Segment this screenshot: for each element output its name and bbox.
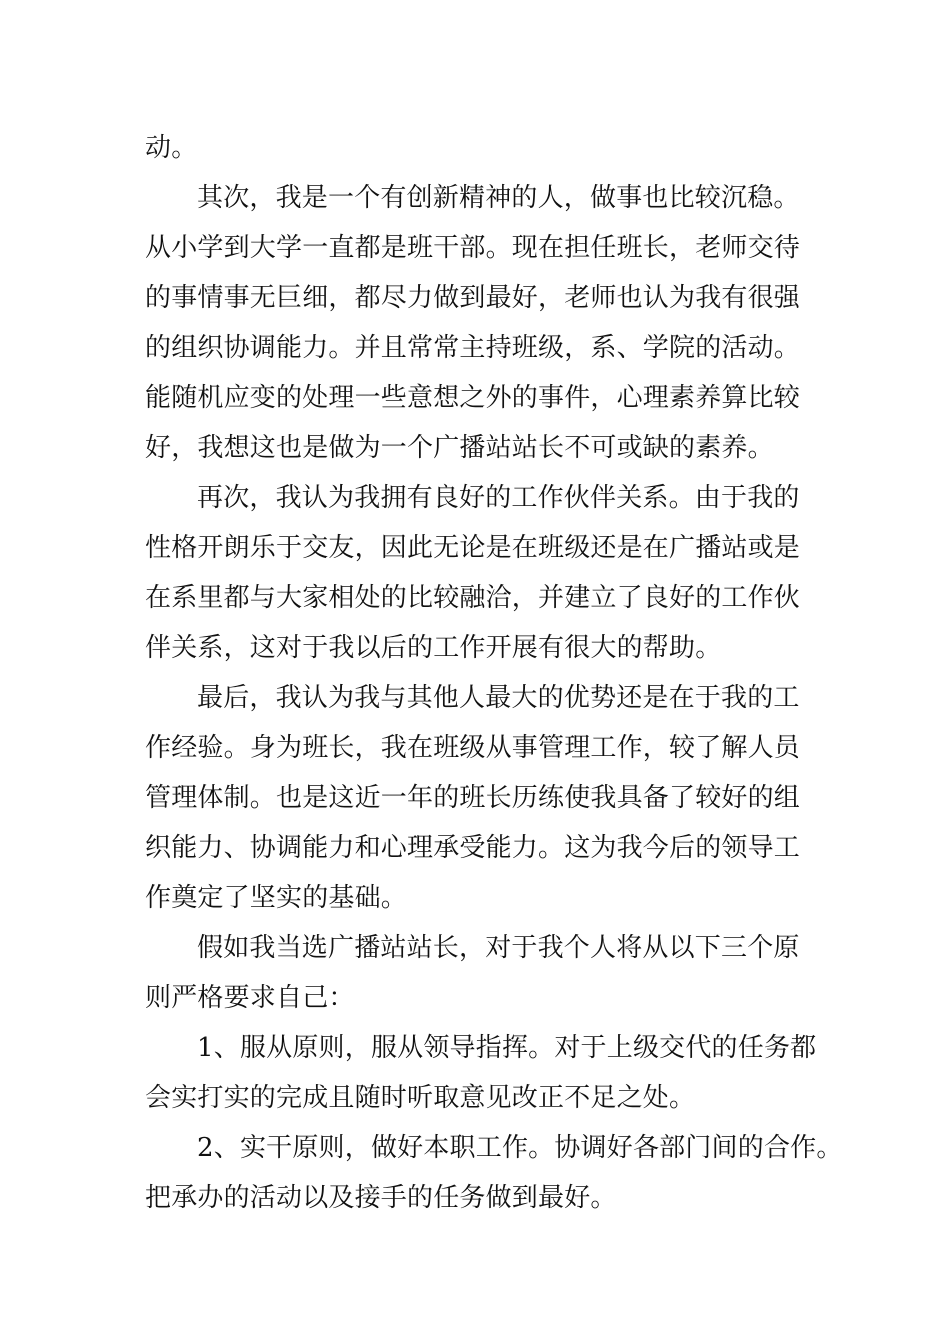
text-line: 作经验。身为班长，我在班级从事管理工作，较了解人员 xyxy=(145,733,801,763)
text-line: 的组织协调能力。并且常常主持班级，系、学院的活动。 xyxy=(145,333,801,363)
text-line: 性格开朗乐于交友，因此无论是在班级还是在广播站或是 xyxy=(145,533,801,563)
text-line: 织能力、协调能力和心理承受能力。这为我今后的领导工 xyxy=(145,833,801,863)
paragraph-start-line: 1、服从原则，服从领导指挥。对于上级交代的任务都 xyxy=(197,1033,817,1063)
text-line: 从小学到大学一直都是班干部。现在担任班长，老师交待 xyxy=(145,233,801,263)
paragraph-start-line: 假如我当选广播站站长，对于我个人将从以下三个原 xyxy=(197,933,800,963)
text-line: 伴关系，这对于我以后的工作开展有很大的帮助。 xyxy=(145,633,722,663)
text-line: 把承办的活动以及接手的任务做到最好。 xyxy=(145,1183,617,1213)
text-line: 管理体制。也是这近一年的班长历练使我具备了较好的组 xyxy=(145,783,801,813)
text-line: 作奠定了坚实的基础。 xyxy=(145,883,408,913)
text-line: 会实打实的完成且随时听取意见改正不足之处。 xyxy=(145,1083,696,1113)
paragraph-start-line: 其次，我是一个有创新精神的人，做事也比较沉稳。 xyxy=(197,183,800,213)
text-line: 能随机应变的处理一些意想之外的事件，心理素养算比较 xyxy=(145,383,801,413)
text-line: 的事情事无巨细，都尽力做到最好，老师也认为我有很强 xyxy=(145,283,801,313)
paragraph-start-line: 2、实干原则，做好本职工作。协调好各部门间的合作。 xyxy=(197,1133,843,1163)
text-line: 好，我想这也是做为一个广播站站长不可或缺的素养。 xyxy=(145,433,774,463)
text-line: 则严格要求自己： xyxy=(145,983,355,1013)
text-line: 在系里都与大家相处的比较融洽，并建立了良好的工作伙 xyxy=(145,583,801,613)
paragraph-start-line: 再次，我认为我拥有良好的工作伙伴关系。由于我的 xyxy=(197,483,800,513)
paragraph-start-line: 最后，我认为我与其他人最大的优势还是在于我的工 xyxy=(197,683,800,713)
text-line: 动。 xyxy=(145,133,198,163)
